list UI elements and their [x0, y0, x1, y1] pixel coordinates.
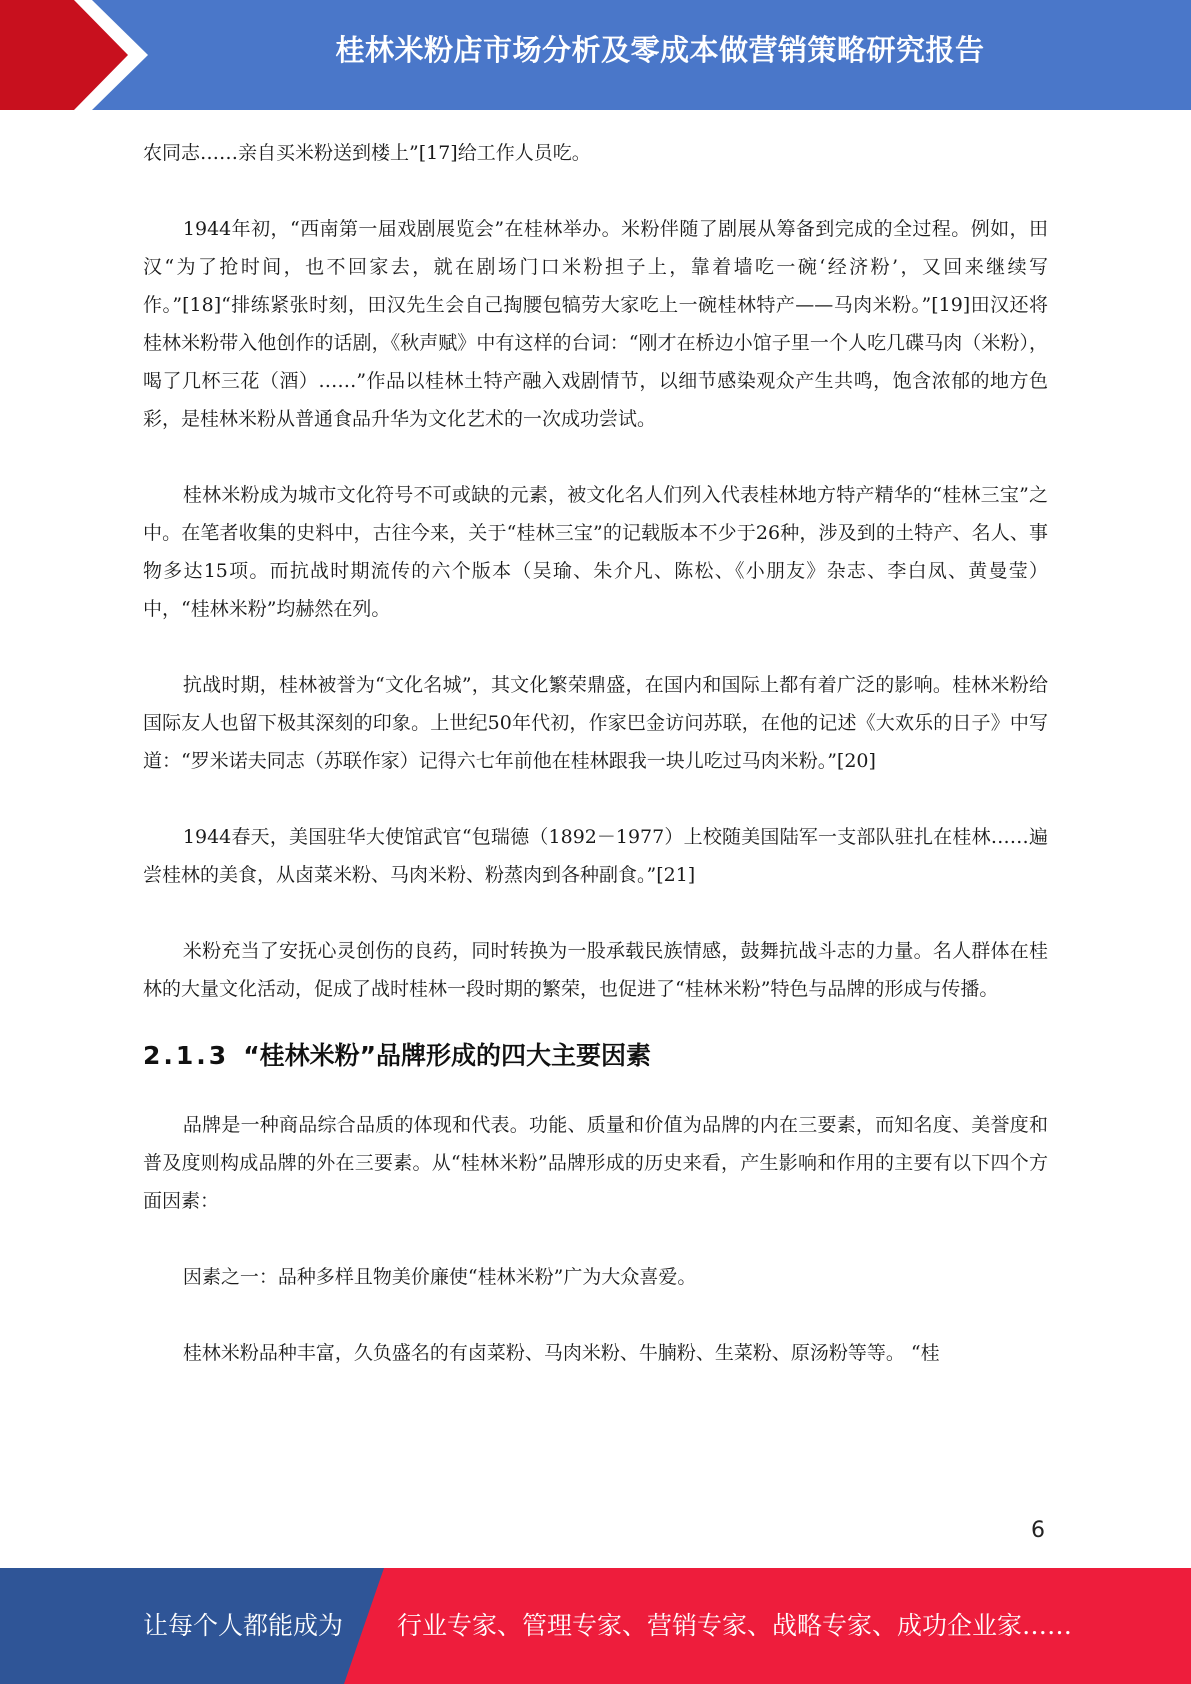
- paragraph: 因素之一：品种多样且物美价廉使“桂林米粉”广为大众喜爱。: [182, 1266, 697, 1288]
- header-chevron-decoration: [0, 0, 160, 110]
- paragraph: 桂林米粉品种丰富，久负盛名的有卤菜粉、马肉米粉、牛腩粉、生菜粉、原汤粉等等。 “桂: [182, 1342, 940, 1364]
- paragraph: 桂林米粉成为城市文化符号不可或缺的元素，被文化名人们列入代表桂林地方特产精华的“桂林三宝”之中。在笔者收集的史料中，古往今来，关于“桂林三宝”的记载版本不少于26种，涉及到的土特产、名人、事物多达15项。而抗战时期流传的六个版本（吴瑜、朱介凡、陈松、《小朋友》杂志、李白凤、黄曼莹）中，“桂林米粉”均赫然在列。: [143, 484, 1048, 620]
- report-title: 桂林米粉店市场分析及零成本做营销策略研究报告: [335, 33, 985, 67]
- footer-slogan-left: 让每个人都能成为: [143, 1611, 344, 1640]
- page-footer: [0, 1568, 1191, 1684]
- section-title: “桂林米粉”品牌形成的四大主要因素: [243, 1041, 652, 1070]
- footer-slogan-right: 行业专家、管理专家、营销专家、战略专家、成功企业家……: [397, 1611, 1073, 1640]
- paragraph: 农同志……亲自买米粉送到楼上”[17]给工作人员吃。: [143, 142, 591, 164]
- section-heading: [143, 1036, 1048, 1076]
- paragraph: 品牌是一种商品综合品质的体现和代表。功能、质量和价值为品牌的内在三要素，而知名度、美誉度和普及度则构成品牌的外在三要素。从“桂林米粉”品牌形成的历史来看，产生影响和作用的主要有以下四个方面因素：: [143, 1114, 1048, 1212]
- section-number: 2.1.3: [143, 1041, 230, 1070]
- document-body: [143, 134, 1048, 1372]
- paragraph: 1944春天，美国驻华大使馆武官“包瑞德（1892－1977）上校随美国陆军一支部队驻扎在桂林……遍尝桂林的美食，从卤菜米粉、马肉米粉、粉蒸肉到各种副食。”[21]: [143, 826, 1048, 886]
- page-header: [0, 0, 1191, 110]
- paragraph: 抗战时期，桂林被誉为“文化名城”，其文化繁荣鼎盛，在国内和国际上都有着广泛的影响。桂林米粉给国际友人也留下极其深刻的印象。上世纪50年代初，作家巴金访问苏联，在他的记述《大欢乐的日子》中写道：“罗米诺夫同志（苏联作家）记得六七年前他在桂林跟我一块儿吃过马肉米粉。”[20]: [143, 674, 1048, 772]
- page-number: 6: [1031, 1518, 1045, 1543]
- paragraph: 米粉充当了安抚心灵创伤的良药，同时转换为一股承载民族情感，鼓舞抗战斗志的力量。名人群体在桂林的大量文化活动，促成了战时桂林一段时期的繁荣，也促进了“桂林米粉”特色与品牌的形成与传播。: [143, 940, 1048, 1000]
- paragraph: 1944年初，“西南第一届戏剧展览会”在桂林举办。米粉伴随了剧展从筹备到完成的全过程。例如，田汉“为了抢时间，也不回家去，就在剧场门口米粉担子上，靠着墙吃一碗‘经济粉’，又回来继续写作。”[18]“排练紧张时刻，田汉先生会自己掏腰包犒劳大家吃上一碗桂林特产——马肉米粉。”[19]田汉还将桂林米粉带入他创作的话剧，《秋声赋》中有这样的台词：“刚才在桥边小馆子里一个人吃几碟马肉（米粉），喝了几杯三花（酒）……”作品以桂林土特产融入戏剧情节，以细节感染观众产生共鸣，饱含浓郁的地方色彩，是桂林米粉从普通食品升华为文化艺术的一次成功尝试。: [143, 218, 1048, 430]
